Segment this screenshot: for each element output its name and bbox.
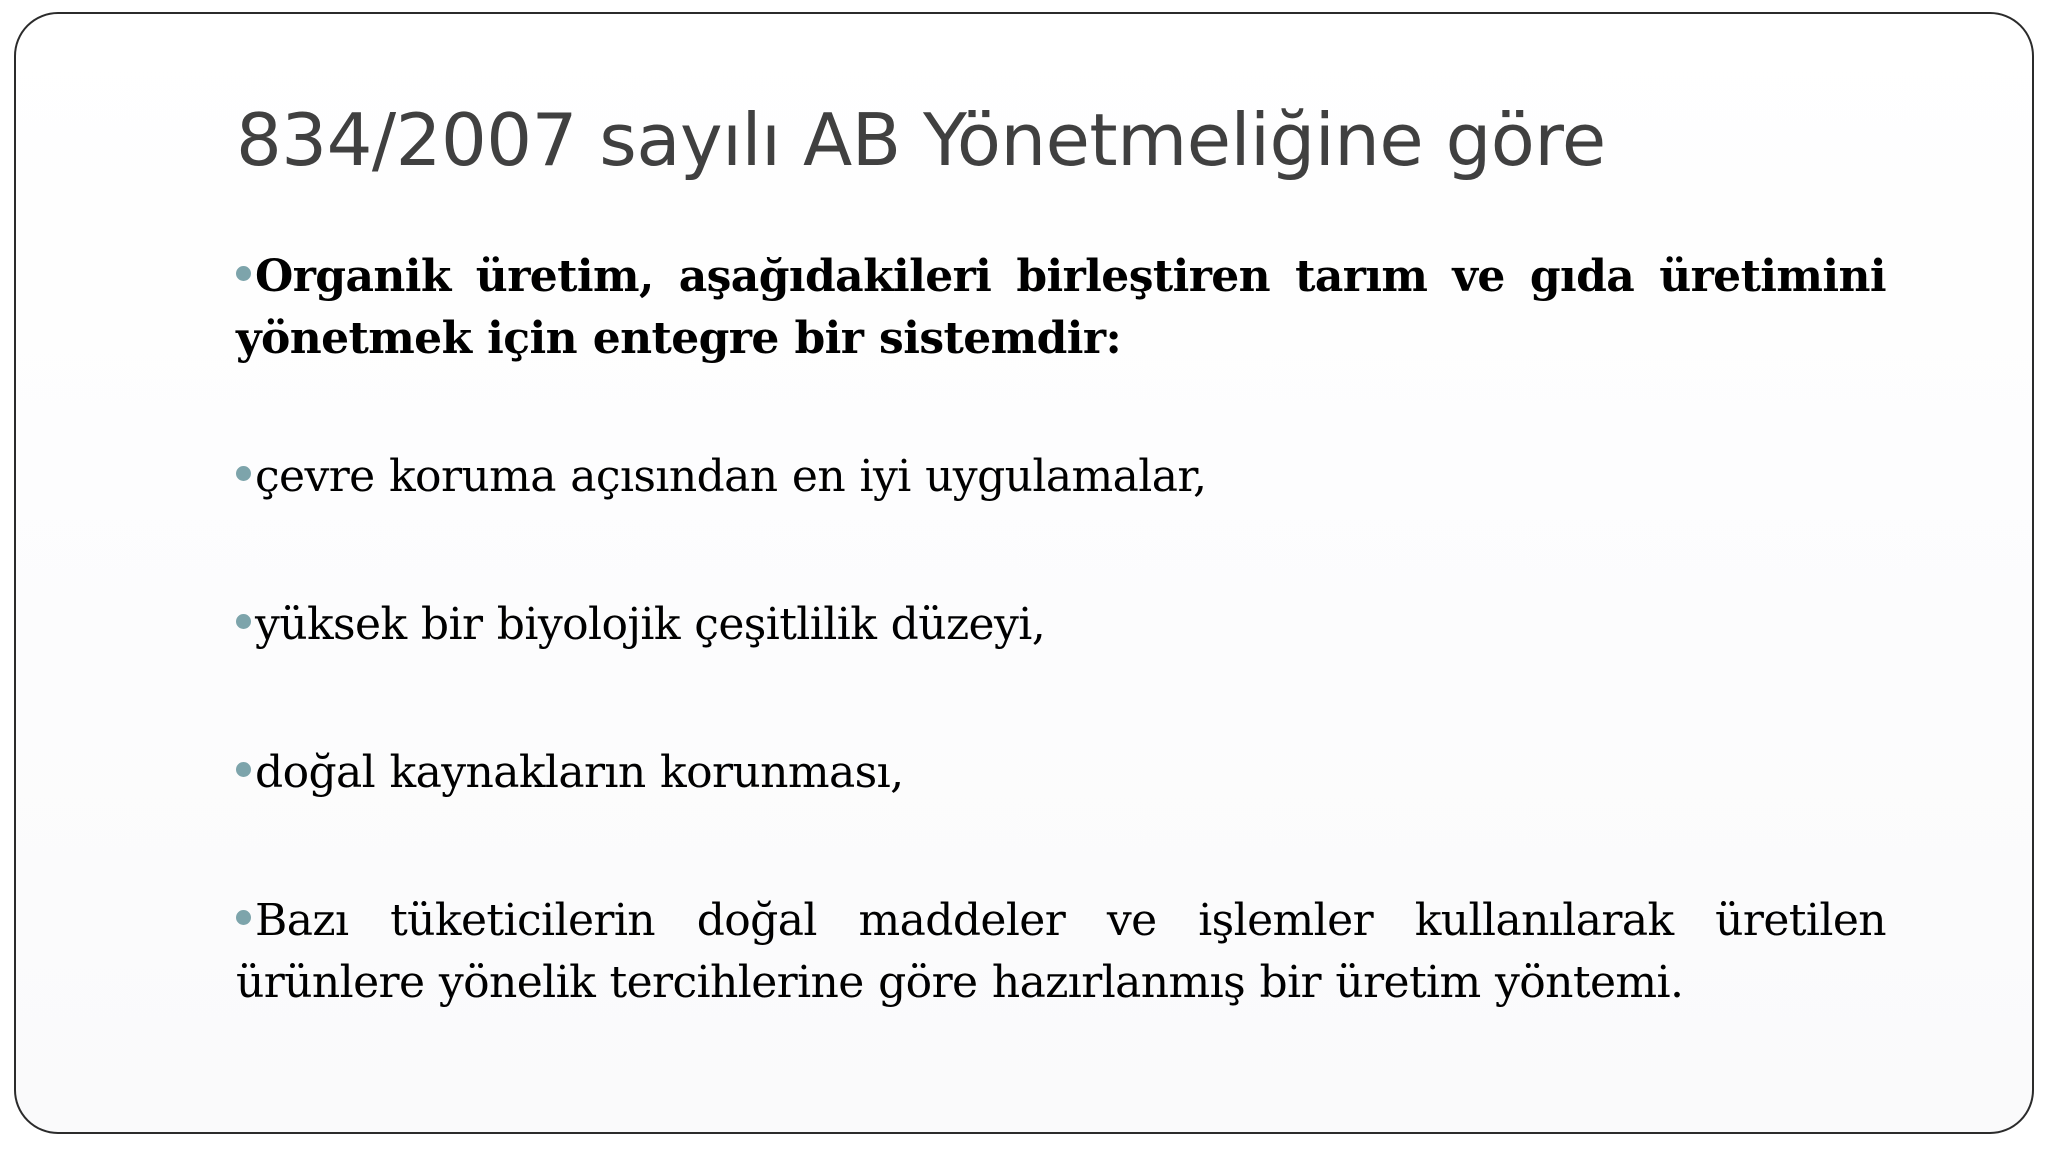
bullet-text: çevre koruma açısından en iyi uygulamalar, bbox=[255, 451, 1207, 502]
bullet-item-environment bbox=[236, 446, 1886, 508]
bullet-dot-icon bbox=[236, 614, 251, 629]
bullet-text: yüksek bir biyolojik çeşitlilik düzeyi, bbox=[255, 599, 1046, 650]
bullet-list bbox=[236, 246, 1886, 1014]
bullet-dot-icon bbox=[236, 466, 251, 481]
bullet-dot-icon bbox=[236, 910, 251, 925]
bullet-text: doğal kaynakların korunması, bbox=[255, 747, 904, 798]
bullet-item-natural-resources bbox=[236, 742, 1886, 804]
bullet-dot-icon bbox=[236, 762, 251, 777]
bullet-text: Organik üretim, aşağıdakileri birleştiren tarım ve gıda üretimini yönetmek için entegre bir sistemdir: bbox=[236, 251, 1886, 364]
slide-title: 834/2007 sayılı AB Yönetmeliğine göre bbox=[236, 98, 1606, 182]
bullet-dot-icon bbox=[236, 266, 251, 281]
bullet-text: Bazı tüketicilerin doğal maddeler ve işlemler kullanılarak üretilen ürünlere yönelik tercihlerine göre hazırlanmış bir üretim yöntemi. bbox=[236, 895, 1886, 1008]
bullet-item-organic-definition bbox=[236, 246, 1886, 370]
bullet-item-biodiversity bbox=[236, 594, 1886, 656]
slide-frame bbox=[14, 12, 2034, 1134]
bullet-item-production-method bbox=[236, 890, 1886, 1014]
